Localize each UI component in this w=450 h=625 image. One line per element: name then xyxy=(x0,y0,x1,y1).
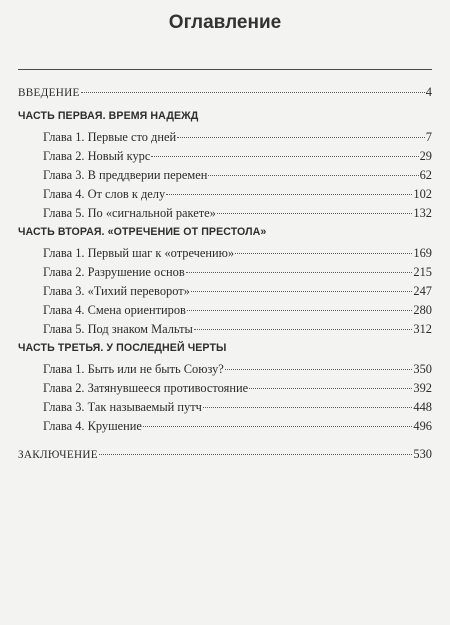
dot-leader xyxy=(194,329,413,330)
toc-entry-chapter[interactable] xyxy=(43,167,432,183)
toc-entry-label: ЗАКЛЮЧЕНИЕ xyxy=(18,449,98,461)
toc-entry-page: 530 xyxy=(413,447,432,461)
dot-leader xyxy=(187,310,413,311)
toc-entry-label: Глава 4. Крушение xyxy=(43,419,142,433)
toc-entry-chapter[interactable] xyxy=(43,129,432,145)
toc-entry-label: Глава 3. Так называемый путч xyxy=(43,400,202,414)
toc-title: Оглавление xyxy=(168,12,282,33)
toc-entry-chapter[interactable] xyxy=(43,148,432,164)
toc-entry-chapter[interactable] xyxy=(43,264,432,280)
toc-entry-chapter[interactable] xyxy=(43,418,432,434)
dot-leader xyxy=(99,454,413,455)
dot-leader xyxy=(166,194,412,195)
toc-entry-page: 448 xyxy=(413,400,432,414)
toc-entry-chapter[interactable] xyxy=(43,399,432,415)
dot-leader xyxy=(225,369,413,370)
toc-entry-label: Глава 2. Затянувшееся противостояние xyxy=(43,381,249,395)
dot-leader xyxy=(208,175,418,176)
part-heading: ЧАСТЬ ВТОРАЯ. «ОТРЕЧЕНИЕ ОТ ПРЕСТОЛА» xyxy=(18,226,267,238)
toc-entry-label: Глава 5. Под знаком Мальты xyxy=(43,322,193,336)
dot-leader xyxy=(177,137,425,138)
toc-entry-chapter[interactable] xyxy=(43,245,432,261)
dot-leader xyxy=(217,213,413,214)
toc-entry-page: 29 xyxy=(419,149,432,163)
toc-entry-chapter[interactable] xyxy=(43,205,432,221)
toc-entry-introduction[interactable] xyxy=(18,84,432,101)
dot-leader xyxy=(249,388,412,389)
toc-entry-page: 4 xyxy=(425,85,432,99)
toc-entry-page: 215 xyxy=(413,265,432,279)
toc-entry-page: 7 xyxy=(425,130,432,144)
toc-entry-label: Глава 1. Быть или не быть Союзу? xyxy=(43,362,224,376)
toc-entry-label: Глава 5. По «сигнальной ракете» xyxy=(43,206,216,220)
dot-leader xyxy=(191,291,413,292)
dot-leader xyxy=(143,426,413,427)
toc-entry-label: Глава 4. От слов к делу xyxy=(43,187,166,201)
toc-entry-conclusion[interactable] xyxy=(18,446,432,463)
toc-entry-chapter[interactable] xyxy=(43,380,432,396)
toc-entry-page: 247 xyxy=(413,284,432,298)
toc-entry-page: 62 xyxy=(419,168,432,182)
dot-leader xyxy=(151,156,418,157)
toc-entry-page: 132 xyxy=(413,206,432,220)
toc-entry-chapter[interactable] xyxy=(43,321,432,337)
toc-entry-label: Глава 3. В преддверии перемен xyxy=(43,168,208,182)
dot-leader xyxy=(235,253,412,254)
toc-entry-page: 392 xyxy=(413,381,432,395)
part-heading: ЧАСТЬ ПЕРВАЯ. ВРЕМЯ НАДЕЖД xyxy=(18,110,199,122)
toc-entry-label: Глава 1. Первый шаг к «отречению» xyxy=(43,246,235,260)
toc-entry-chapter[interactable] xyxy=(43,302,432,318)
toc-entry-label: ВВЕДЕНИЕ xyxy=(18,87,80,99)
dot-leader xyxy=(203,407,413,408)
toc-entry-page: 312 xyxy=(413,322,432,336)
toc-entry-label: Глава 2. Разрушение основ xyxy=(43,265,185,279)
dot-leader xyxy=(81,92,425,93)
toc-entry-label: Глава 2. Новый курс xyxy=(43,149,151,163)
part-heading: ЧАСТЬ ТРЕТЬЯ. У ПОСЛЕДНЕЙ ЧЕРТЫ xyxy=(18,342,227,354)
toc-entry-page: 496 xyxy=(413,419,432,433)
toc-entry-label: Глава 4. Смена ориентиров xyxy=(43,303,186,317)
toc-entry-chapter[interactable] xyxy=(43,361,432,377)
toc-entry-chapter[interactable] xyxy=(43,283,432,299)
toc-entry-page: 350 xyxy=(413,362,432,376)
toc-entry-label: Глава 3. «Тихий переворот» xyxy=(43,284,190,298)
toc-entry-label: Глава 1. Первые сто дней xyxy=(43,130,177,144)
toc-entry-page: 102 xyxy=(413,187,432,201)
dot-leader xyxy=(186,272,413,273)
toc-entry-page: 280 xyxy=(413,303,432,317)
toc-entry-chapter[interactable] xyxy=(43,186,432,202)
toc-entry-page: 169 xyxy=(413,246,432,260)
